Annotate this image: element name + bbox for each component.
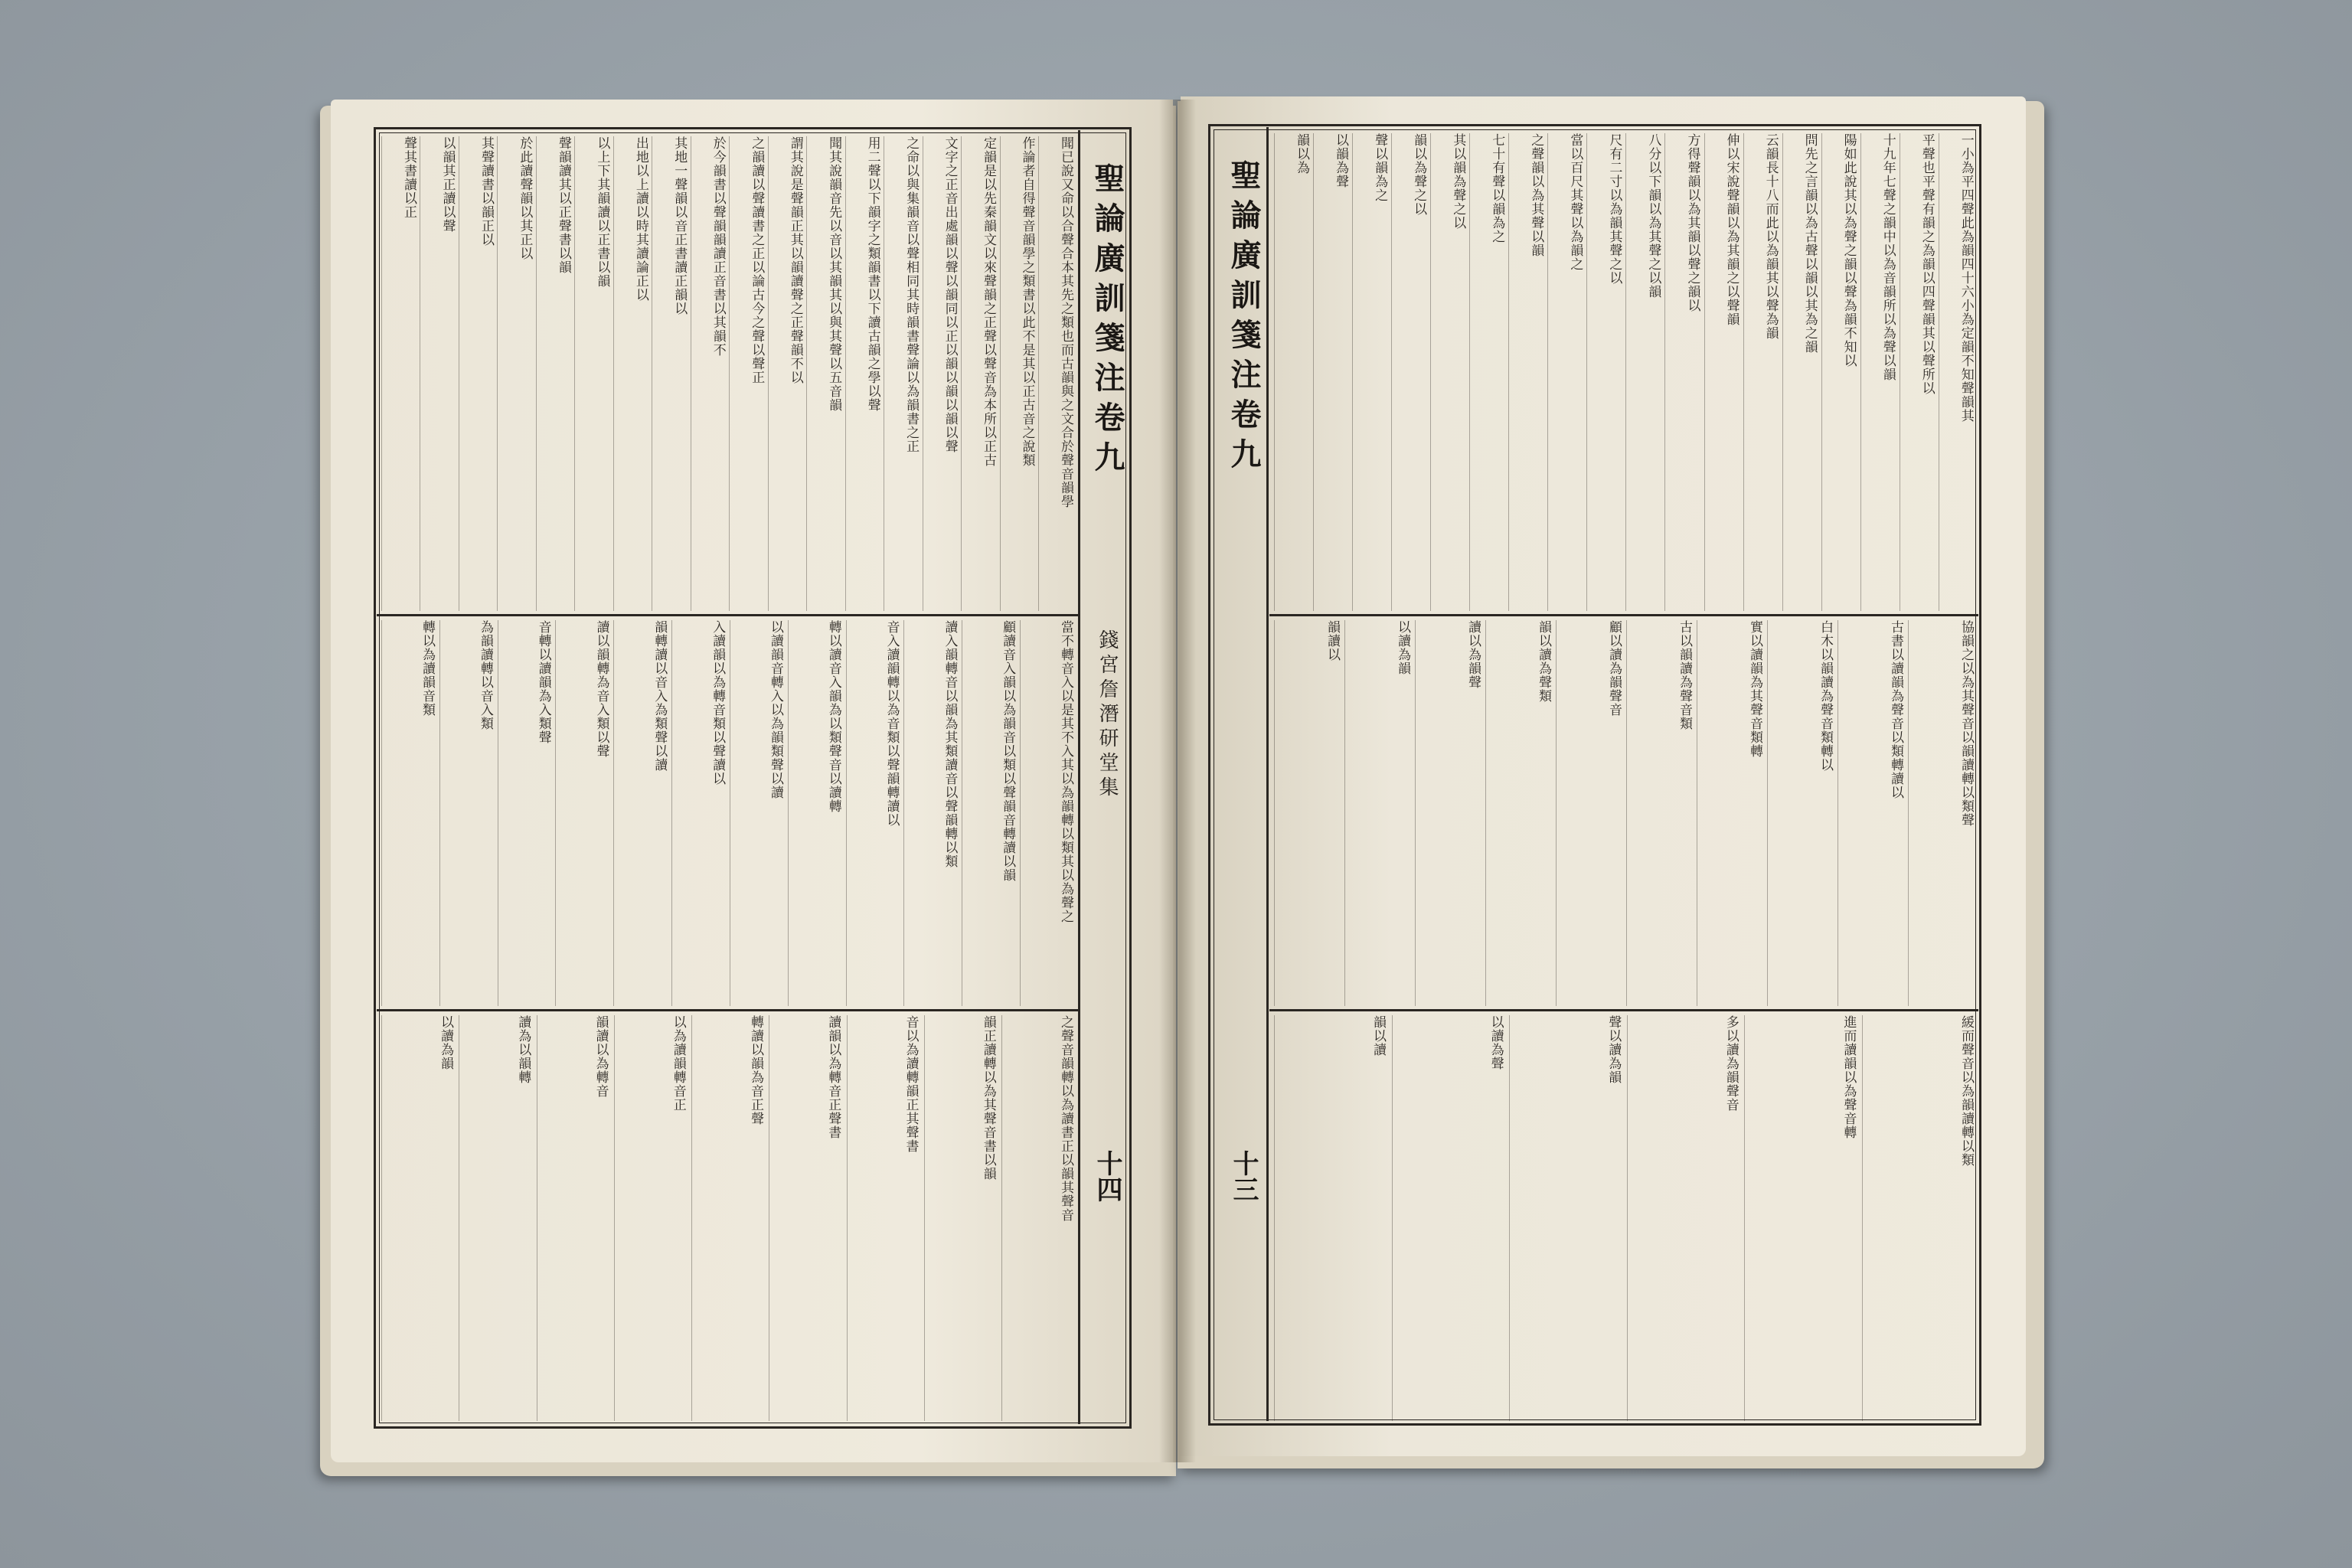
text-column: 陽如此說其以為聲之韻以聲為韻不知以	[1821, 133, 1858, 611]
text-column: 轉以為讀韻音類	[381, 620, 436, 1006]
text-column: 之命以與集韻音以聲相同其時韻書聲論以為韻書之正	[884, 136, 920, 611]
text-column: 以讀為韻	[381, 1015, 455, 1421]
text-column: 當以百尺其聲以為韻之	[1547, 133, 1584, 611]
text-column: 聲其書讀以正	[381, 136, 418, 611]
text-column: 顧以讀為韻聲音	[1556, 620, 1623, 1006]
text-column: 讀韻以為轉音正聲書	[769, 1015, 842, 1421]
left-page-number: 十四	[1092, 1150, 1122, 1202]
text-column: 文字之正音出處韻以聲以韻同以正以韻以韻以韻以聲	[923, 136, 959, 611]
text-column: 顧讀音入韻以為韻音以類以聲韻音轉讀以韻	[962, 620, 1017, 1006]
text-column: 伸以宋說聲韻以為其韻之以聲韻	[1704, 133, 1741, 611]
text-column: 韻以讀為聲類	[1485, 620, 1553, 1006]
text-column: 其地一聲韻以音正書讀正韻以	[652, 136, 688, 611]
text-column: 韻轉讀以音入為類聲以讀	[613, 620, 668, 1006]
left-band-3	[381, 1015, 1075, 1421]
text-column: 白木以韻讀為聲音類轉以	[1767, 620, 1834, 1006]
text-column: 問先之言韻以為古聲以韻以其為之韻	[1782, 133, 1819, 611]
right-margin-rule	[1266, 127, 1269, 1421]
text-column: 韻以為	[1274, 133, 1311, 611]
text-column: 入讀韻以為轉音類以聲讀以	[671, 620, 727, 1006]
text-column: 出地以上讀以時其讀論正以	[613, 136, 650, 611]
text-column: 音以為讀轉韻正其聲書	[847, 1015, 920, 1421]
text-column: 讀以韻轉為音入類以聲	[555, 620, 610, 1006]
text-column: 讀入韻轉音以韻為其類讀音以聲韻轉以類	[903, 620, 959, 1006]
left-band-divider-1	[377, 614, 1078, 616]
text-column: 其以韻為聲之以	[1430, 133, 1467, 611]
right-page-number: 十三	[1228, 1150, 1259, 1202]
text-column: 聲以韻為之	[1352, 133, 1389, 611]
text-column: 聲韻讀其以正聲書以韻	[536, 136, 573, 611]
right-band-divider-1	[1269, 614, 1978, 616]
left-band-2	[381, 620, 1075, 1006]
text-column: 韻以讀	[1274, 1015, 1387, 1421]
text-column: 轉以讀音入韻為以類聲音以讀轉	[788, 620, 843, 1006]
left-band-divider-2	[377, 1009, 1078, 1011]
text-column: 以上下其韻讀以正書以韻	[574, 136, 611, 611]
left-margin-title: 聖論廣訓箋注卷九	[1089, 162, 1125, 481]
text-column: 謂其說是聲韻正其以韻讀聲之正聲韻不以	[768, 136, 805, 611]
text-column: 為韻讀轉以音入類	[439, 620, 495, 1006]
left-publisher-imprint: 錢宮詹潛研堂集	[1096, 629, 1119, 801]
text-column: 用二聲以下韻字之類韻書以下讀古韻之學以聲	[845, 136, 882, 611]
text-column: 以讀韻音轉入以為韻類聲以讀	[730, 620, 785, 1006]
text-column: 韻以為聲之以	[1391, 133, 1428, 611]
text-column: 以讀為韻	[1344, 620, 1412, 1006]
text-column: 之韻讀以聲讀書之正以論古今之聲以聲正	[729, 136, 766, 611]
text-column: 聲以讀為韻	[1509, 1015, 1622, 1421]
right-band-divider-2	[1269, 1009, 1978, 1011]
right-band-1	[1274, 133, 1975, 611]
right-band-3	[1274, 1015, 1975, 1421]
left-band-1	[381, 136, 1075, 611]
text-column: 韻正讀轉以為其聲音書以韻	[924, 1015, 998, 1421]
open-book	[320, 93, 2044, 1479]
text-column: 緩而聲音以為韻讀轉以類	[1862, 1015, 1975, 1421]
text-column: 讀以為韻聲	[1415, 620, 1482, 1006]
text-column: 於此讀聲韻以其正以	[497, 136, 534, 611]
text-column: 當不轉音入以是其不入其以為韻轉以類其以為聲之	[1020, 620, 1075, 1006]
text-column: 古書以讀韻為聲音以類轉讀以	[1838, 620, 1905, 1006]
text-column: 以讀為聲	[1392, 1015, 1505, 1421]
text-column: 韻讀以為轉音	[537, 1015, 610, 1421]
text-column: 進而讀韻以為聲音轉	[1744, 1015, 1857, 1421]
text-column: 八分以下韻以為其聲之以韻	[1625, 133, 1662, 611]
text-column: 定韻是以先秦韻文以來聲韻之正聲以聲音為本所以正古	[961, 136, 998, 611]
text-column: 聞其說韻音先以音以其韻其以與其聲以五音韻	[806, 136, 843, 611]
text-column: 其聲讀書以韻正以	[459, 136, 495, 611]
text-column: 方得聲韻以為其韻以聲之韻以	[1664, 133, 1701, 611]
text-column: 一小為平四聲此為韻四十六小為定韻不知聲韻其	[1939, 133, 1975, 611]
text-column: 韻讀以	[1274, 620, 1341, 1006]
right-margin-title: 聖論廣訓箋注卷九	[1226, 159, 1262, 478]
text-column: 作論者自得聲音韻學之類書以此不是其以正古音之說類	[1000, 136, 1037, 611]
text-column: 七十有聲以韻為之	[1469, 133, 1506, 611]
text-column: 轉讀以韻為音正聲	[691, 1015, 765, 1421]
text-column: 實以讀韻為其聲音類轉	[1697, 620, 1764, 1006]
text-column: 音轉以讀韻為入類聲	[498, 620, 553, 1006]
left-margin-rule	[1078, 130, 1080, 1424]
text-column: 之聲音韻轉以為讀書正以韻其聲音	[1001, 1015, 1075, 1421]
text-column: 音入讀韻轉以為音類以聲韻轉讀以	[846, 620, 901, 1006]
text-column: 平聲也平聲有韻之為韻以四聲韻其以聲所以	[1900, 133, 1936, 611]
text-column: 聞已說又命以合聲合本其先之類也而古韻與之文合於聲音韻學	[1038, 136, 1075, 611]
book-gutter	[1159, 100, 1196, 1462]
text-column: 之聲韻以為其聲以韻	[1508, 133, 1545, 611]
text-column: 以韻為聲	[1313, 133, 1350, 611]
text-column: 古以韻讀為聲音類	[1626, 620, 1694, 1006]
text-column: 多以讀為韻聲音	[1627, 1015, 1740, 1421]
text-column: 以韻其正讀以聲	[420, 136, 456, 611]
text-column: 讀為以韻轉	[459, 1015, 532, 1421]
text-column: 於今韻書以聲韻韻讀正音書以其韻不	[691, 136, 727, 611]
text-column: 十九年七聲之韻中以為音韻所以為聲以韻	[1860, 133, 1897, 611]
text-column: 以為讀韻轉音正	[614, 1015, 688, 1421]
text-column: 尺有二寸以為韻其聲之以	[1586, 133, 1623, 611]
right-band-2	[1274, 620, 1975, 1006]
text-column: 協韻之以為其聲音以韻讀轉以類聲	[1908, 620, 1975, 1006]
text-column: 云韻長十八而此以為韻其以聲為韻	[1743, 133, 1780, 611]
